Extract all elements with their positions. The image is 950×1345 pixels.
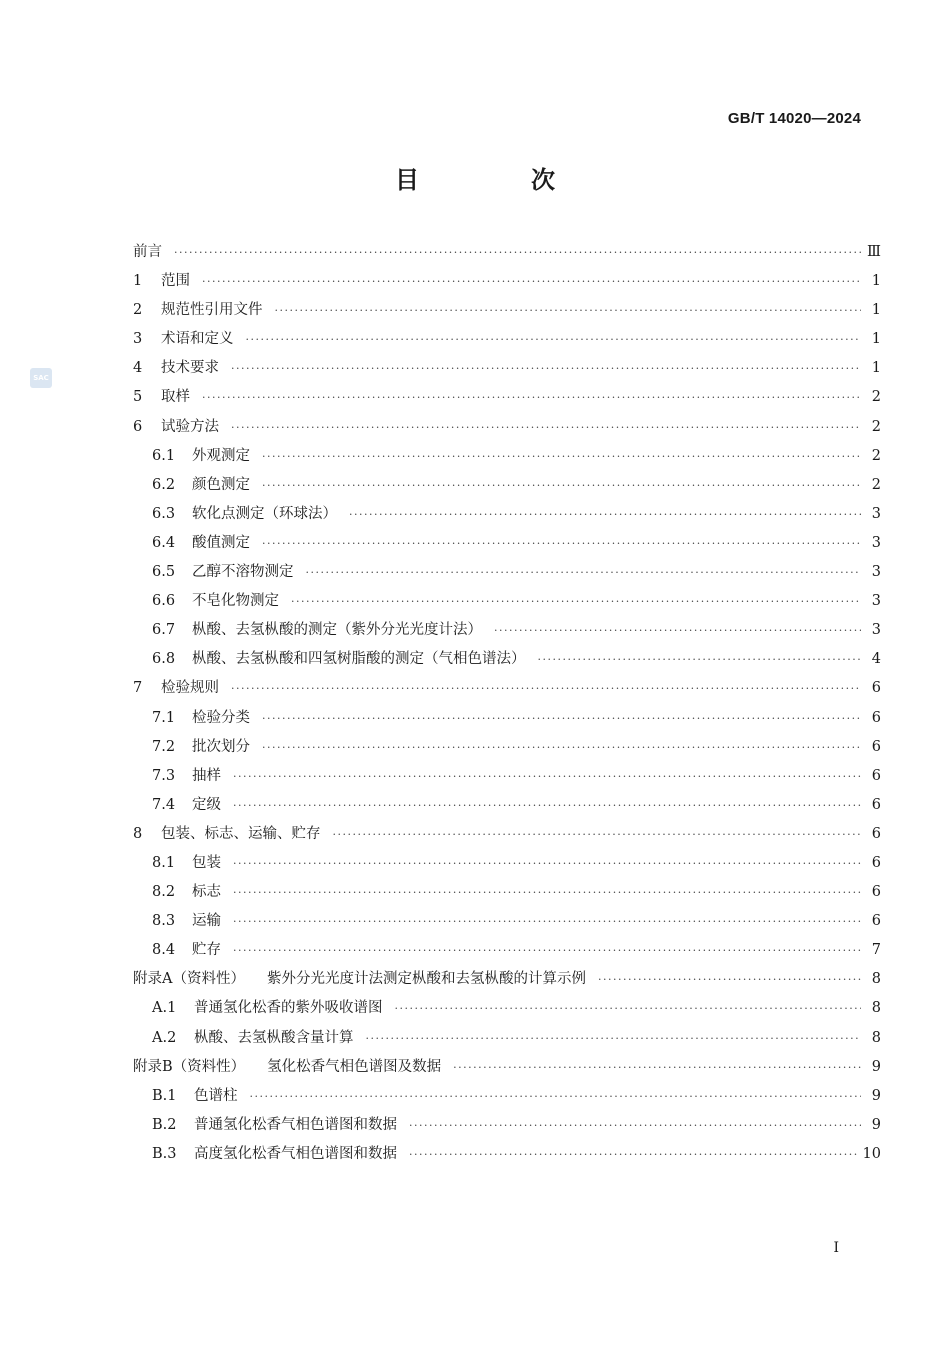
toc-entry-number: 7.4 [152, 796, 176, 813]
toc-entry-number: 7.1 [152, 709, 176, 726]
toc-entry-label: 检验规则 [161, 680, 219, 697]
toc-leader-dots [233, 857, 861, 870]
toc-leader-dots [231, 362, 861, 375]
toc-entry[interactable] [133, 996, 881, 1025]
toc-entry[interactable] [133, 502, 881, 531]
toc-leader-dots [395, 1002, 862, 1015]
standard-code: GB/T 14020—2024 [727, 110, 861, 127]
toc-leader-dots [262, 450, 861, 463]
toc-entry-number: 7.2 [152, 738, 176, 755]
toc-entry-page: Ⅲ [867, 244, 881, 260]
toc-entry-number: 3 [133, 331, 143, 348]
toc-leader-dots [275, 304, 862, 317]
toc-entry-label: 定级 [192, 796, 221, 813]
toc-entry[interactable] [133, 676, 881, 705]
toc-entry-label: 软化点测定（环球法） [192, 505, 337, 522]
toc-entry-label: 枞酸、去氢枞酸和四氢树脂酸的测定（气相色谱法） [192, 651, 526, 668]
toc-entry[interactable] [133, 735, 881, 764]
toc-entry-page: 6 [871, 680, 881, 697]
toc-leader-dots [598, 973, 861, 986]
toc-entry-number: 6.5 [152, 564, 176, 581]
toc-entry[interactable] [133, 298, 881, 327]
toc-entry-page: 3 [871, 622, 881, 639]
toc-entry[interactable] [133, 531, 881, 560]
toc-entry-number: 6 [133, 418, 143, 435]
toc-entry-number: B.3 [152, 1145, 177, 1162]
toc-leader-dots [262, 712, 861, 725]
toc-entry-page: 6 [871, 825, 881, 842]
toc-entry[interactable] [133, 589, 881, 618]
toc-entry-number: 4 [133, 360, 143, 377]
toc-entry[interactable] [133, 1113, 881, 1142]
toc-entry-page: 8 [871, 971, 881, 988]
toc-leader-dots [231, 682, 861, 695]
toc-entry-page: 6 [871, 709, 881, 726]
toc-entry-page: 3 [871, 593, 881, 610]
toc-entry-label: 运输 [192, 913, 221, 930]
toc-entry-label: 紫外分光光度计法测定枞酸和去氢枞酸的计算示例 [266, 971, 586, 988]
toc-leader-dots [233, 886, 861, 899]
toc-leader-dots [349, 508, 861, 521]
toc-leader-dots [250, 1090, 862, 1103]
toc-entry-number: 8 [133, 825, 143, 842]
toc-entry-page: 6 [871, 884, 881, 901]
toc-entry-page: 9 [871, 1116, 881, 1133]
toc-entry[interactable] [133, 240, 881, 269]
sac-watermark-logo: SAC [30, 368, 52, 388]
toc-entry-number: 6.6 [152, 593, 176, 610]
toc-entry-page: 6 [871, 913, 881, 930]
toc-entry-page: 8 [871, 1029, 881, 1046]
toc-entry-number: 附录B（资料性） [133, 1058, 246, 1075]
toc-entry[interactable] [133, 415, 881, 444]
toc-entry[interactable] [133, 967, 881, 996]
toc-leader-dots [233, 915, 861, 928]
toc-leader-dots [262, 537, 861, 550]
toc-entry-page: 6 [871, 738, 881, 755]
toc-leader-dots [333, 828, 862, 841]
toc-entry[interactable] [133, 851, 881, 880]
toc-entry[interactable] [133, 647, 881, 676]
toc-leader-dots [246, 333, 862, 346]
toc-entry-number: A.2 [152, 1029, 177, 1046]
toc-entry-page: 9 [871, 1087, 881, 1104]
toc-leader-dots [409, 1148, 857, 1161]
toc-leader-dots [202, 391, 861, 404]
toc-entry-page: 6 [871, 796, 881, 813]
toc-entry-label: 检验分类 [192, 709, 250, 726]
toc-entry[interactable] [133, 618, 881, 647]
toc-entry-page: 6 [871, 854, 881, 871]
toc-entry[interactable] [133, 706, 881, 735]
toc-leader-dots [366, 1032, 862, 1045]
toc-entry-number: 8.1 [152, 854, 176, 871]
toc-entry-label: 普通氢化松香的紫外吸收谱图 [194, 1000, 383, 1017]
toc-entry-number: 7.3 [152, 767, 176, 784]
toc-entry[interactable] [133, 1084, 881, 1113]
toc-leader-dots [233, 944, 861, 957]
toc-entry-label: 标志 [192, 884, 221, 901]
toc-leader-dots [494, 624, 861, 637]
toc-leader-dots [538, 653, 862, 666]
toc-entry-number: 附录A（资料性） [133, 971, 245, 988]
toc-entry-page: 3 [871, 534, 881, 551]
toc-entry[interactable] [133, 444, 881, 473]
toc-entry-number: 2 [133, 302, 143, 319]
toc-entry[interactable] [133, 909, 881, 938]
toc-entry-page: 1 [871, 360, 881, 377]
toc-entry[interactable] [133, 1142, 881, 1171]
toc-entry[interactable] [133, 385, 881, 414]
toc-entry-label: 范围 [161, 273, 190, 290]
table-of-contents [133, 240, 881, 1171]
toc-entry-page: 2 [871, 389, 881, 406]
toc-leader-dots [291, 595, 861, 608]
toc-leader-dots [306, 566, 862, 579]
toc-leader-dots [233, 799, 861, 812]
toc-entry-label: 包装、标志、运输、贮存 [161, 825, 321, 842]
toc-entry-label: 氢化松香气相色谱图及数据 [267, 1058, 442, 1075]
toc-leader-dots [202, 275, 861, 288]
toc-entry-label: 酸值测定 [192, 534, 250, 551]
toc-entry-number: B.1 [152, 1087, 177, 1104]
page-title: 目 次 [395, 166, 599, 194]
toc-entry-number: B.2 [152, 1116, 177, 1133]
toc-entry-label: 术语和定义 [161, 331, 234, 348]
toc-entry-number: 8.3 [152, 913, 176, 930]
toc-entry-label: 高度氢化松香气相色谱图和数据 [194, 1145, 397, 1162]
toc-entry-page: 6 [871, 767, 881, 784]
toc-leader-dots [453, 1061, 861, 1074]
toc-entry-number: 8.4 [152, 942, 176, 959]
toc-entry-label: 试验方法 [161, 418, 219, 435]
toc-entry-label: 技术要求 [161, 360, 219, 377]
toc-entry[interactable] [133, 880, 881, 909]
toc-entry-page: 4 [871, 651, 881, 668]
toc-entry-page: 1 [871, 302, 881, 319]
toc-entry-label: 乙醇不溶物测定 [192, 564, 294, 581]
toc-entry-page: 8 [871, 1000, 881, 1017]
toc-entry-number: 6.4 [152, 534, 176, 551]
toc-entry-number: 5 [133, 389, 143, 406]
toc-entry-number: A.1 [152, 1000, 177, 1017]
toc-entry-number: 6.1 [152, 447, 176, 464]
toc-entry[interactable] [133, 938, 881, 967]
toc-entry-number: 7 [133, 680, 143, 697]
toc-leader-dots [409, 1119, 861, 1132]
toc-entry-page: 7 [871, 942, 881, 959]
toc-entry-page: 9 [871, 1058, 881, 1075]
toc-entry-page: 2 [871, 447, 881, 464]
toc-entry[interactable] [133, 822, 881, 851]
toc-leader-dots [262, 741, 861, 754]
toc-entry-page: 2 [871, 476, 881, 493]
toc-leader-dots [262, 479, 861, 492]
toc-entry-label: 抽样 [192, 767, 221, 784]
toc-entry[interactable] [133, 793, 881, 822]
toc-entry-label: 普通氢化松香气相色谱图和数据 [194, 1116, 397, 1133]
toc-entry[interactable] [133, 269, 881, 298]
toc-entry-page: 3 [871, 505, 881, 522]
toc-entry-number: 6.7 [152, 622, 176, 639]
toc-entry-page: 2 [871, 418, 881, 435]
toc-entry[interactable] [133, 327, 881, 356]
toc-entry[interactable] [133, 560, 881, 589]
toc-entry-label: 不皂化物测定 [192, 593, 279, 610]
toc-entry-page: 1 [871, 273, 881, 290]
toc-entry-page: 10 [862, 1145, 881, 1162]
page-number: I [833, 1240, 839, 1256]
toc-entry[interactable] [133, 1026, 881, 1055]
toc-entry-label: 色谱柱 [194, 1087, 238, 1104]
toc-entry-page: 3 [871, 564, 881, 581]
toc-entry-number: 6.8 [152, 651, 176, 668]
toc-entry-page: 1 [871, 331, 881, 348]
toc-entry-number: 6.2 [152, 476, 176, 493]
toc-entry[interactable] [133, 356, 881, 385]
toc-entry-label: 枞酸、去氢枞酸的测定（紫外分光光度计法） [192, 622, 482, 639]
toc-entry-number: 6.3 [152, 505, 176, 522]
toc-leader-dots [231, 421, 861, 434]
toc-entry-label: 包装 [192, 854, 221, 871]
toc-entry[interactable] [133, 764, 881, 793]
toc-entry[interactable] [133, 1055, 881, 1084]
toc-entry-label: 批次划分 [192, 738, 250, 755]
toc-entry-label: 规范性引用文件 [161, 302, 263, 319]
toc-entry-number: 8.2 [152, 884, 176, 901]
toc-entry-label: 枞酸、去氢枞酸含量计算 [194, 1029, 354, 1046]
toc-entry-label: 取样 [161, 389, 190, 406]
toc-entry-label: 外观测定 [192, 447, 250, 464]
toc-entry-label: 前言 [133, 244, 162, 260]
toc-entry-label: 颜色测定 [192, 476, 250, 493]
toc-leader-dots [174, 246, 861, 259]
toc-entry-number: 1 [133, 273, 143, 290]
toc-entry[interactable] [133, 473, 881, 502]
toc-leader-dots [233, 770, 861, 783]
toc-entry-label: 贮存 [192, 942, 221, 959]
